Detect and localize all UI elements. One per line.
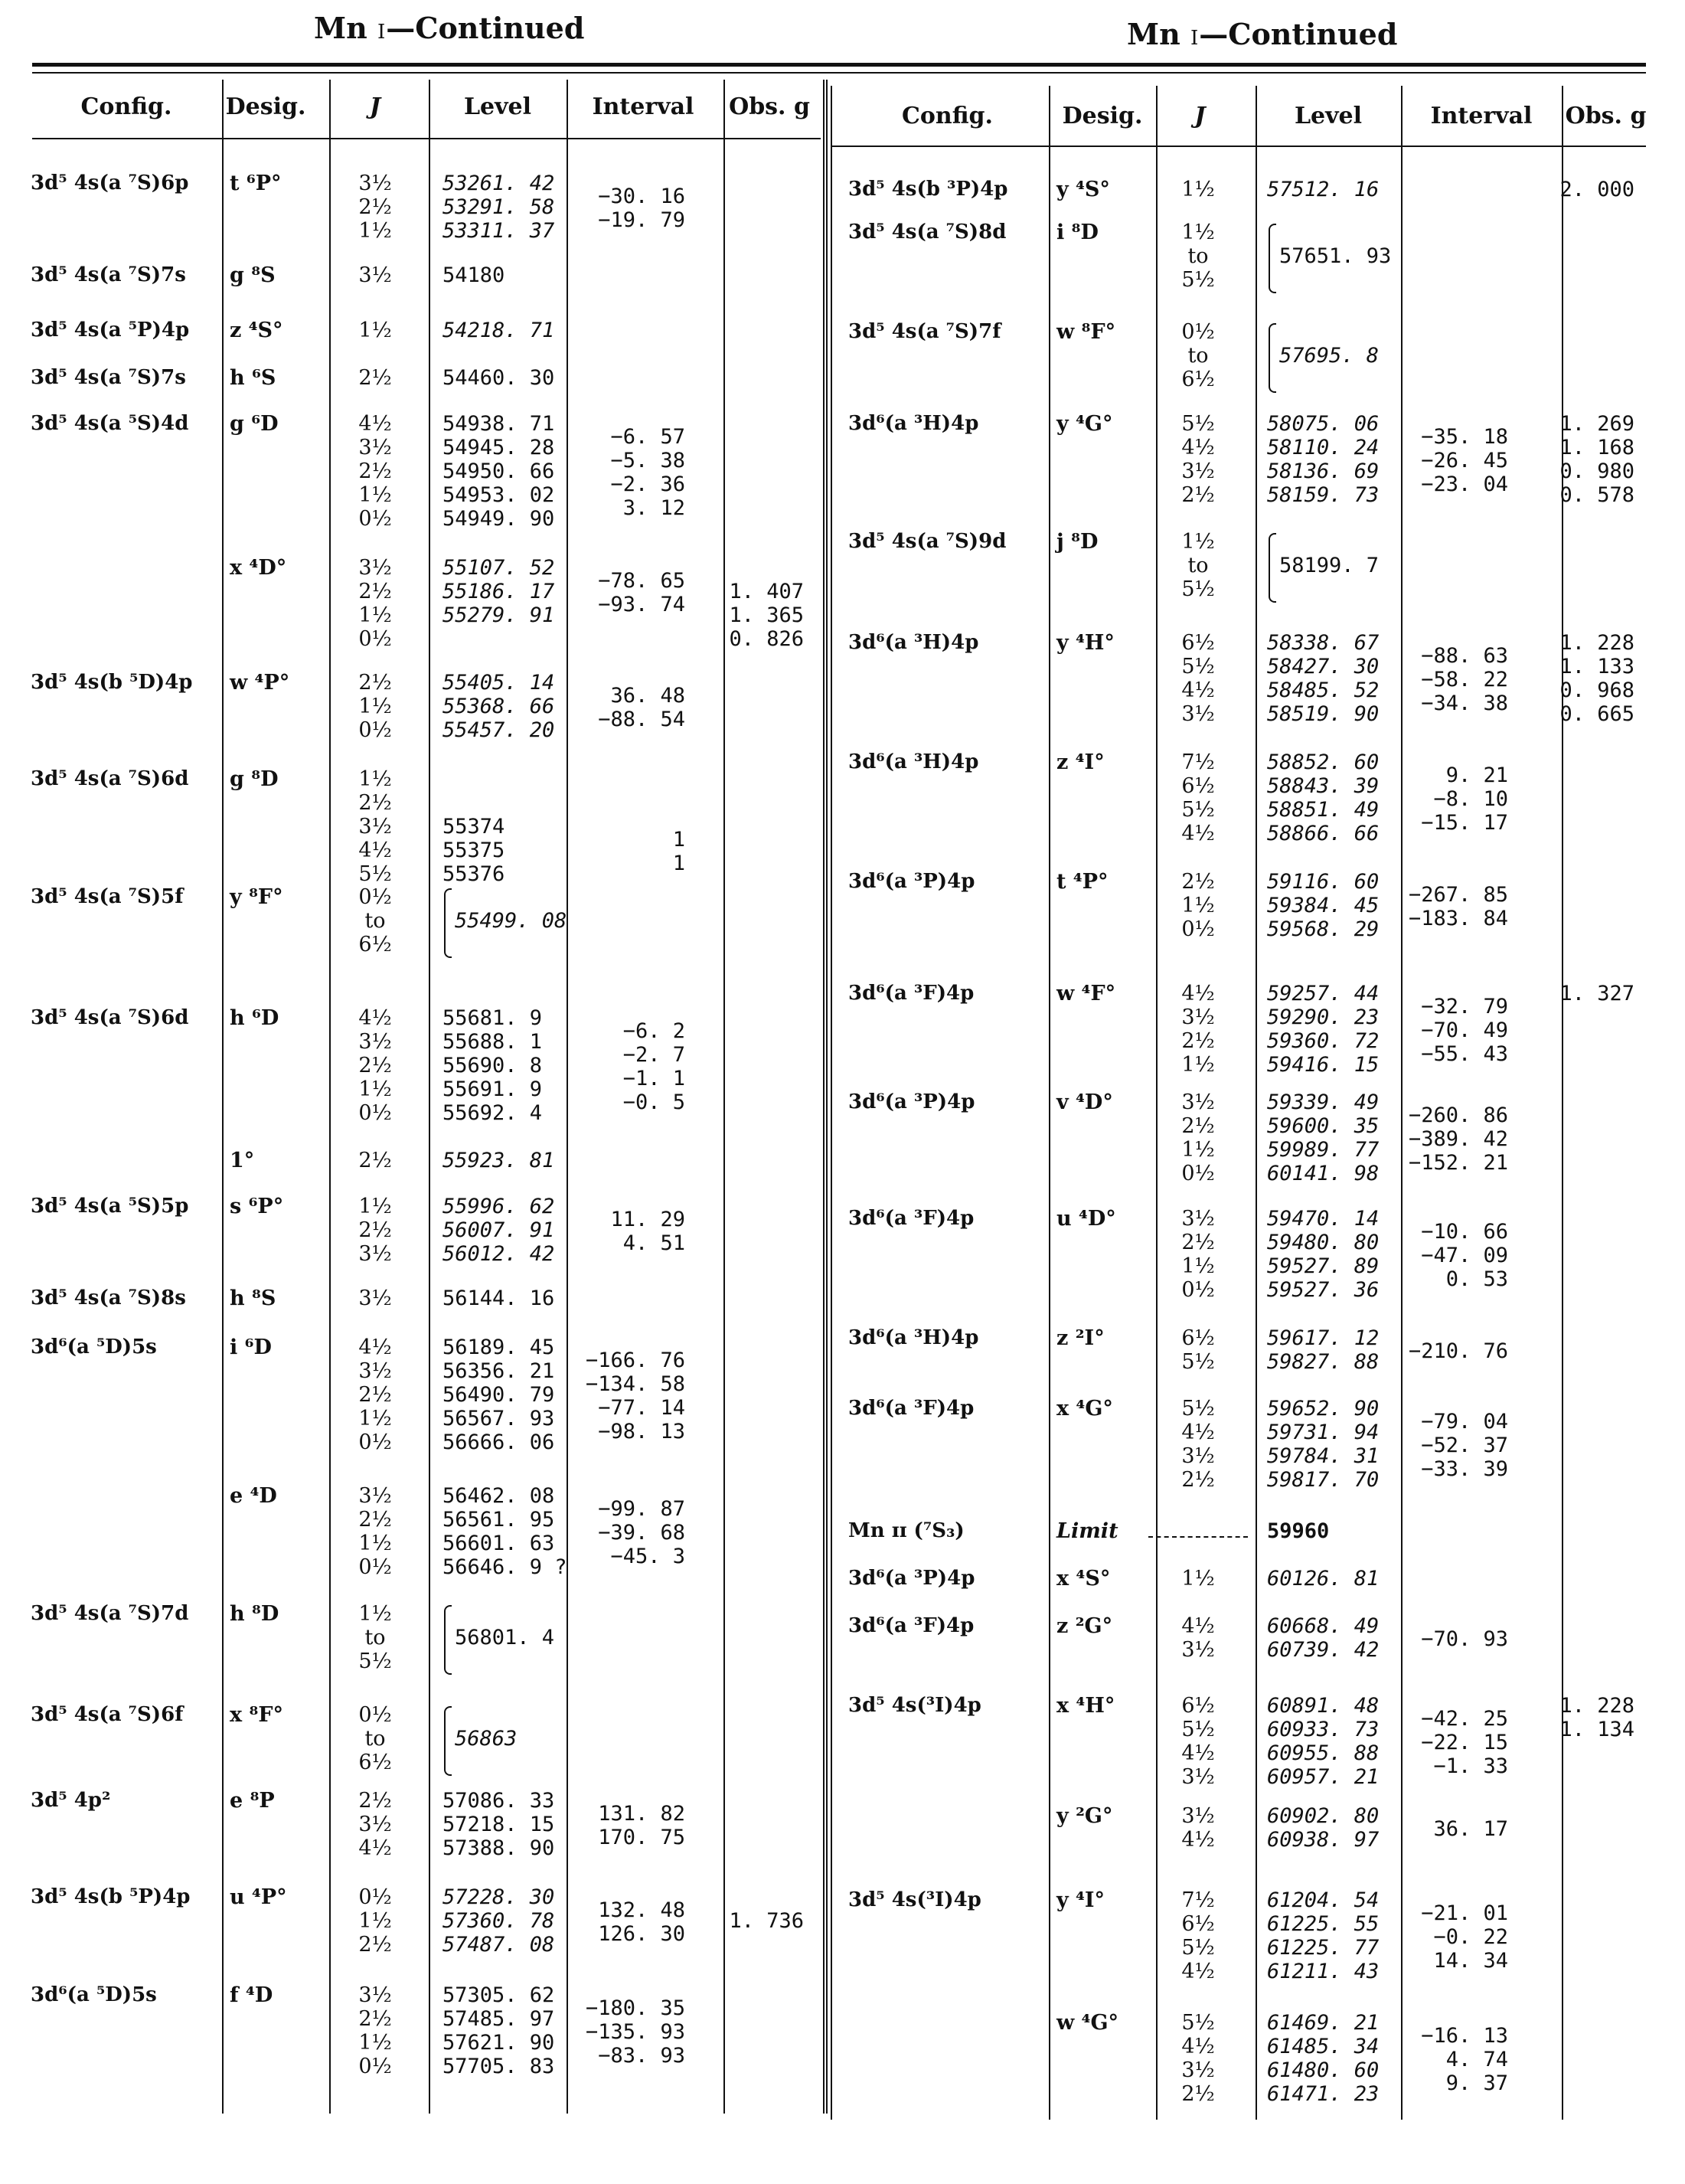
level-cell: 53261. 42 53291. 58 53311. 37 bbox=[442, 172, 555, 243]
designation-cell: g ⁸D bbox=[230, 767, 279, 791]
right-column-line bbox=[1256, 86, 1257, 2120]
j-value-cell: 3½ bbox=[358, 1287, 392, 1310]
config-cell: 3d⁵ 4s(a ⁷S)8d bbox=[848, 221, 1007, 244]
j-value-cell: 7½ 6½ 5½ 4½ bbox=[1181, 750, 1215, 845]
designation-cell: i ⁸D bbox=[1056, 221, 1099, 244]
j-value-cell: 1½ bbox=[1181, 178, 1215, 201]
left-header-level: Level bbox=[463, 93, 532, 120]
j-value-cell: 3½ bbox=[358, 263, 392, 287]
config-cell: 3d⁵ 4s(³I)4p bbox=[848, 1888, 981, 1911]
config-cell: 3d⁶(a ³P)4p bbox=[848, 1567, 975, 1590]
limit-leader-dash bbox=[1148, 1536, 1248, 1538]
config-cell: 3d⁶(a ³H)4p bbox=[848, 750, 979, 773]
right-column-line bbox=[1562, 86, 1563, 2120]
interval-cell: 1 1 bbox=[672, 828, 685, 875]
level-cell: 54218. 71 bbox=[442, 319, 555, 342]
j-value-cell: 3½ 2½ 1½ 0½ bbox=[1181, 1090, 1215, 1185]
designation-cell: y ⁴I° bbox=[1056, 1888, 1105, 1912]
level-cell: 55499. 08 bbox=[455, 909, 567, 933]
right-header-interval: Interval bbox=[1430, 103, 1533, 129]
level-cell: 61204. 54 61225. 55 61225. 77 61211. 43 bbox=[1267, 1888, 1380, 1983]
interval-cell: −10. 66 −47. 09 0. 53 bbox=[1421, 1220, 1508, 1291]
right-title-main: Mn bbox=[1127, 17, 1180, 51]
designation-cell: v ⁴D° bbox=[1056, 1090, 1113, 1114]
designation-cell: e ⁸P bbox=[230, 1789, 275, 1813]
j-value-cell: 1½ to 5½ bbox=[1181, 530, 1215, 601]
config-cell: 3d⁶(a ³P)4p bbox=[848, 870, 975, 893]
header-rule-right bbox=[831, 145, 1646, 147]
level-cell: 56189. 45 56356. 21 56490. 79 56567. 93 56666. 06 bbox=[442, 1336, 555, 1454]
j-value-cell: 3½ 2½ 1½ 0½ bbox=[358, 556, 392, 651]
right-header-config: Config. bbox=[902, 103, 993, 129]
interval-cell: −6. 57 −5. 38 −2. 36 3. 12 bbox=[610, 425, 685, 520]
right-header-desig: Desig. bbox=[1062, 103, 1143, 129]
designation-cell: z ²G° bbox=[1056, 1614, 1113, 1638]
level-cell: 60902. 80 60938. 97 bbox=[1267, 1804, 1380, 1852]
obs-g-cell: 1. 736 bbox=[729, 1909, 804, 1933]
interval-cell: −70. 93 bbox=[1421, 1627, 1508, 1651]
config-cell: Mn ɪɪ (⁷S₃) bbox=[848, 1519, 965, 1542]
level-cell: 59116. 60 59384. 45 59568. 29 bbox=[1267, 870, 1380, 941]
designation-cell: w ⁸F° bbox=[1056, 320, 1116, 344]
j-value-cell: 1½ bbox=[358, 319, 392, 342]
j-value-cell: 0½ to 6½ bbox=[358, 885, 392, 956]
interval-cell: −6. 2 −2. 7 −1. 1 −0. 5 bbox=[622, 1019, 685, 1114]
interval-cell: −166. 76 −134. 58 −77. 14 −98. 13 bbox=[585, 1349, 685, 1443]
j-value-cell: 4½ 3½ 2½ 1½ bbox=[1181, 982, 1215, 1077]
j-value-cell: 1½ 2½ 3½ 4½ 5½ bbox=[358, 767, 392, 886]
range-brace bbox=[1269, 224, 1276, 293]
designation-cell: y ⁸F° bbox=[230, 885, 283, 909]
left-header-desig: Desig. bbox=[225, 93, 306, 120]
j-value-cell: 3½ 2½ 1½ bbox=[358, 172, 392, 243]
level-cell: 57228. 30 57360. 78 57487. 08 bbox=[442, 1885, 555, 1957]
designation-cell: j ⁸D bbox=[1056, 530, 1099, 554]
range-brace bbox=[1269, 533, 1276, 603]
level-cell: 58852. 60 58843. 39 58851. 49 58866. 66 bbox=[1267, 750, 1380, 845]
j-value-cell: 2½ bbox=[358, 366, 392, 390]
designation-cell: x ⁴H° bbox=[1056, 1694, 1115, 1718]
config-cell: 3d⁵ 4s(a ⁷S)5f bbox=[31, 885, 184, 908]
interval-cell: −16. 13 4. 74 9. 37 bbox=[1421, 2024, 1508, 2095]
left-column-line bbox=[429, 80, 430, 2114]
config-cell: 3d⁵ 4s(a ⁷S)6d bbox=[31, 1006, 189, 1029]
config-cell: 3d⁶(a ³F)4p bbox=[848, 1207, 975, 1230]
j-value-cell: 3½ 4½ bbox=[1181, 1804, 1215, 1852]
level-cell: 57695. 8 bbox=[1279, 344, 1380, 368]
designation-cell: 1° bbox=[230, 1149, 255, 1172]
j-value-cell: 3½ 2½ 1½ 0½ bbox=[1181, 1207, 1215, 1302]
config-cell: 3d⁵ 4s(a ⁷S)7s bbox=[31, 366, 186, 389]
right-header-obs-g: Obs. g bbox=[1565, 103, 1647, 129]
right-title-ion: I bbox=[1190, 27, 1200, 50]
designation-cell: z ⁴S° bbox=[230, 319, 283, 342]
config-cell: 3d⁶(a ³H)4p bbox=[848, 631, 979, 654]
config-cell: 3d⁶(a ³F)4p bbox=[848, 1614, 975, 1637]
config-cell: 3d⁵ 4s(a ⁷S)6f bbox=[31, 1703, 184, 1726]
interval-cell: −99. 87 −39. 68 −45. 3 bbox=[598, 1497, 685, 1568]
j-value-cell: 6½ 5½ 4½ 3½ bbox=[1181, 631, 1215, 726]
level-cell: 55107. 52 55186. 17 55279. 91 bbox=[442, 556, 555, 627]
designation-cell: z ⁴I° bbox=[1056, 750, 1105, 774]
interval-cell: −267. 85 −183. 84 bbox=[1408, 883, 1508, 930]
designation-cell: h ⁸S bbox=[230, 1287, 276, 1310]
j-value-cell: 3½ 2½ 1½ 0½ bbox=[358, 1484, 392, 1579]
designation-cell: w ⁴G° bbox=[1056, 2011, 1119, 2035]
designation-cell: w ⁴F° bbox=[1056, 982, 1116, 1005]
j-value-cell: 3½ 2½ 1½ 0½ bbox=[358, 1983, 392, 2078]
obs-g-cell: 1. 407 1. 365 0. 826 bbox=[729, 580, 804, 651]
right-column-line bbox=[831, 86, 832, 2120]
designation-cell: s ⁶P° bbox=[230, 1195, 284, 1218]
j-value-cell: 0½ to 6½ bbox=[1181, 320, 1215, 391]
j-value-cell: 4½ 3½ 2½ 1½ 0½ bbox=[358, 1006, 392, 1125]
designation-cell: u ⁴D° bbox=[1056, 1207, 1116, 1231]
level-cell: 57651. 93 bbox=[1279, 244, 1392, 268]
designation-cell: Limit bbox=[1056, 1519, 1118, 1543]
left-title bbox=[314, 11, 584, 45]
left-title-main: Mn bbox=[314, 11, 367, 45]
level-cell: 60891. 48 60933. 73 60955. 88 60957. 21 bbox=[1267, 1694, 1380, 1789]
level-cell: 54460. 30 bbox=[442, 366, 555, 390]
interval-cell: 132. 48 126. 30 bbox=[598, 1898, 685, 1946]
right-column-line bbox=[1049, 86, 1050, 2120]
interval-cell: −30. 16 −19. 79 bbox=[598, 185, 685, 232]
j-value-cell: 1½ bbox=[1181, 1567, 1215, 1591]
designation-cell: x ⁴D° bbox=[230, 556, 287, 580]
interval-cell: 11. 29 4. 51 bbox=[610, 1208, 685, 1255]
j-value-cell: 2½ 1½ 0½ bbox=[358, 671, 392, 742]
interval-cell: −260. 86 −389. 42 −152. 21 bbox=[1408, 1103, 1508, 1175]
right-title bbox=[1127, 17, 1397, 51]
config-cell: 3d⁵ 4s(³I)4p bbox=[848, 1694, 981, 1717]
config-cell: 3d⁶(a ³F)4p bbox=[848, 982, 975, 1005]
level-cell: 55996. 62 56007. 91 56012. 42 bbox=[442, 1195, 555, 1266]
designation-cell: y ⁴S° bbox=[1056, 178, 1110, 201]
j-value-cell: 2½ 3½ 4½ bbox=[358, 1789, 392, 1860]
j-value-cell: 4½ 3½ 2½ 1½ 0½ bbox=[358, 412, 392, 531]
header-rule-left bbox=[32, 138, 821, 139]
config-cell: 3d⁵ 4s(a ⁷S)7s bbox=[31, 263, 186, 286]
interval-cell: −88. 63 −58. 22 −34. 38 bbox=[1421, 644, 1508, 715]
obs-g-cell: 1. 228 1. 134 bbox=[1559, 1694, 1634, 1741]
level-cell: 59339. 49 59600. 35 59989. 77 60141. 98 bbox=[1267, 1090, 1380, 1185]
designation-cell: x ⁸F° bbox=[230, 1703, 283, 1727]
config-cell: 3d⁵ 4s(a ⁵S)4d bbox=[31, 412, 189, 435]
designation-cell: u ⁴P° bbox=[230, 1885, 287, 1909]
designation-cell: y ⁴H° bbox=[1056, 631, 1115, 655]
right-header-j: J bbox=[1194, 103, 1206, 129]
config-cell: 3d⁶(a ⁵D)5s bbox=[31, 1983, 157, 2006]
designation-cell: g ⁸S bbox=[230, 263, 276, 287]
level-cell: 55405. 14 55368. 66 55457. 20 bbox=[442, 671, 555, 742]
designation-cell: x ⁴G° bbox=[1056, 1397, 1113, 1421]
designation-cell: y ²G° bbox=[1056, 1804, 1113, 1828]
interval-cell: −35. 18 −26. 45 −23. 04 bbox=[1421, 425, 1508, 496]
interval-cell: −78. 65 −93. 74 bbox=[598, 569, 685, 616]
interval-cell: 9. 21 −8. 10 −15. 17 bbox=[1421, 763, 1508, 835]
left-header-interval: Interval bbox=[592, 93, 694, 120]
level-cell: 58075. 06 58110. 24 58136. 69 58159. 73 bbox=[1267, 412, 1380, 507]
level-cell: 59617. 12 59827. 88 bbox=[1267, 1326, 1380, 1374]
designation-cell: x ⁴S° bbox=[1056, 1567, 1111, 1591]
j-value-cell: 4½ 3½ 2½ 1½ 0½ bbox=[358, 1336, 392, 1454]
level-cell: 56863 bbox=[455, 1727, 518, 1751]
config-cell: 3d⁵ 4s(b ³P)4p bbox=[848, 178, 1008, 201]
designation-cell: e ⁴D bbox=[230, 1484, 277, 1508]
j-value-cell: 2½ bbox=[358, 1149, 392, 1172]
j-value-cell: 0½ 1½ 2½ bbox=[358, 1885, 392, 1957]
config-cell: 3d⁶(a ⁵D)5s bbox=[31, 1336, 157, 1358]
range-brace bbox=[444, 1706, 452, 1776]
config-cell: 3d⁵ 4s(a ⁵S)5p bbox=[31, 1195, 189, 1218]
designation-cell: t ⁴P° bbox=[1056, 870, 1109, 894]
level-cell: 56462. 08 56561. 95 56601. 63 56646. 9 ? bbox=[442, 1484, 567, 1579]
designation-cell: h ⁶S bbox=[230, 366, 276, 390]
left-header-obs-g: Obs. g bbox=[729, 93, 810, 120]
range-brace bbox=[444, 888, 452, 958]
level-cell: 56144. 16 bbox=[442, 1287, 555, 1310]
center-divider-line bbox=[826, 80, 828, 2114]
top-rule-thick bbox=[32, 63, 1646, 67]
j-value-cell: 6½ 5½ 4½ 3½ bbox=[1181, 1694, 1215, 1789]
j-value-cell: 1½ 2½ 3½ bbox=[358, 1195, 392, 1266]
right-header-level: Level bbox=[1294, 103, 1363, 129]
interval-cell: −32. 79 −70. 49 −55. 43 bbox=[1421, 995, 1508, 1066]
level-cell: 57512. 16 bbox=[1267, 178, 1380, 201]
interval-cell: −79. 04 −52. 37 −33. 39 bbox=[1421, 1410, 1508, 1481]
config-cell: 3d⁵ 4p² bbox=[31, 1789, 111, 1812]
config-cell: 3d⁵ 4s(a ⁷S)8s bbox=[31, 1287, 186, 1309]
level-cell: 59960 bbox=[1267, 1519, 1330, 1543]
level-cell: 59470. 14 59480. 80 59527. 89 59527. 36 bbox=[1267, 1207, 1380, 1302]
j-value-cell: 1½ to 5½ bbox=[1181, 221, 1215, 292]
interval-cell: 36. 48 −88. 54 bbox=[598, 684, 685, 731]
left-header-config: Config. bbox=[80, 93, 172, 120]
left-title-tail: —Continued bbox=[386, 11, 585, 45]
level-cell: 60668. 49 60739. 42 bbox=[1267, 1614, 1380, 1662]
obs-g-cell: 1. 327 bbox=[1559, 982, 1634, 1005]
config-cell: 3d⁶(a ³F)4p bbox=[848, 1397, 975, 1420]
obs-g-cell: 1. 228 1. 133 0. 968 0. 665 bbox=[1559, 631, 1634, 726]
designation-cell: h ⁸D bbox=[230, 1602, 279, 1626]
level-cell: 54938. 71 54945. 28 54950. 66 54953. 02 54949. 90 bbox=[442, 412, 555, 531]
designation-cell: h ⁶D bbox=[230, 1006, 279, 1030]
config-cell: 3d⁵ 4s(a ⁷S)6p bbox=[31, 172, 189, 195]
config-cell: 3d⁵ 4s(a ⁷S)7f bbox=[848, 320, 1001, 343]
interval-cell: −210. 76 bbox=[1408, 1339, 1508, 1363]
obs-g-cell: 2. 000 bbox=[1559, 178, 1634, 201]
level-cell: 58338. 67 58427. 30 58485. 52 58519. 90 bbox=[1267, 631, 1380, 726]
range-brace bbox=[1269, 323, 1276, 393]
center-divider-line bbox=[823, 80, 825, 2114]
j-value-cell: 5½ 4½ 3½ 2½ bbox=[1181, 1397, 1215, 1492]
right-title-tail: —Continued bbox=[1199, 17, 1398, 51]
designation-cell: f ⁴D bbox=[230, 1983, 273, 2007]
config-cell: 3d⁶(a ³H)4p bbox=[848, 1326, 979, 1349]
config-cell: 3d⁶(a ³H)4p bbox=[848, 412, 979, 435]
config-cell: 3d⁵ 4s(b ⁵D)4p bbox=[31, 671, 193, 694]
interval-cell: 36. 17 bbox=[1433, 1817, 1508, 1841]
config-cell: 3d⁶(a ³P)4p bbox=[848, 1090, 975, 1113]
config-cell: 3d⁵ 4s(a ⁷S)6d bbox=[31, 767, 189, 790]
level-cell: 57086. 33 57218. 15 57388. 90 bbox=[442, 1789, 555, 1860]
level-cell: 59652. 90 59731. 94 59784. 31 59817. 70 bbox=[1267, 1397, 1380, 1492]
level-cell: 54180 bbox=[442, 263, 505, 287]
designation-cell: g ⁶D bbox=[230, 412, 279, 436]
left-column-line bbox=[329, 80, 331, 2114]
config-cell: 3d⁵ 4s(a ⁷S)9d bbox=[848, 530, 1007, 553]
interval-cell: −180. 35 −135. 93 −83. 93 bbox=[585, 1996, 685, 2068]
left-column-line bbox=[222, 80, 224, 2114]
level-cell: 55681. 9 55688. 1 55690. 8 55691. 9 55692. 4 bbox=[442, 1006, 543, 1125]
obs-g-cell: 1. 269 1. 168 0. 980 0. 578 bbox=[1559, 412, 1634, 507]
config-cell: 3d⁵ 4s(b ⁵P)4p bbox=[31, 1885, 191, 1908]
j-value-cell: 2½ 1½ 0½ bbox=[1181, 870, 1215, 941]
level-cell: 60126. 81 bbox=[1267, 1567, 1380, 1591]
designation-cell: z ²I° bbox=[1056, 1326, 1105, 1350]
level-cell: 55923. 81 bbox=[442, 1149, 555, 1172]
interval-cell: −21. 01 −0. 22 14. 34 bbox=[1421, 1901, 1508, 1973]
level-cell: 57305. 62 57485. 97 57621. 90 57705. 83 bbox=[442, 1983, 555, 2078]
j-value-cell: 0½ to 6½ bbox=[358, 1703, 392, 1774]
left-header-j: J bbox=[369, 93, 381, 120]
range-brace bbox=[444, 1605, 452, 1675]
interval-cell: −42. 25 −22. 15 −1. 33 bbox=[1421, 1707, 1508, 1778]
interval-cell: 131. 82 170. 75 bbox=[598, 1802, 685, 1849]
config-cell: 3d⁵ 4s(a ⁵P)4p bbox=[31, 319, 190, 342]
level-cell: 56801. 4 bbox=[455, 1626, 555, 1649]
level-cell: 55374 55375 55376 bbox=[442, 815, 505, 886]
designation-cell: y ⁴G° bbox=[1056, 412, 1113, 436]
designation-cell: t ⁶P° bbox=[230, 172, 282, 195]
j-value-cell: 1½ to 5½ bbox=[358, 1602, 392, 1673]
designation-cell: w ⁴P° bbox=[230, 671, 290, 695]
j-value-cell: 7½ 6½ 5½ 4½ bbox=[1181, 1888, 1215, 1983]
level-cell: 58199. 7 bbox=[1279, 554, 1380, 577]
level-cell: 59257. 44 59290. 23 59360. 72 59416. 15 bbox=[1267, 982, 1380, 1077]
config-cell: 3d⁵ 4s(a ⁷S)7d bbox=[31, 1602, 189, 1625]
designation-cell: i ⁶D bbox=[230, 1336, 272, 1359]
j-value-cell: 6½ 5½ bbox=[1181, 1326, 1215, 1374]
level-cell: 61469. 21 61485. 34 61480. 60 61471. 23 bbox=[1267, 2011, 1380, 2106]
j-value-cell: 5½ 4½ 3½ 2½ bbox=[1181, 412, 1215, 507]
left-column-line bbox=[723, 80, 725, 2114]
j-value-cell: 5½ 4½ 3½ 2½ bbox=[1181, 2011, 1215, 2106]
left-title-ion: I bbox=[377, 21, 387, 44]
j-value-cell: 4½ 3½ bbox=[1181, 1614, 1215, 1662]
top-rule-thin bbox=[32, 72, 1646, 74]
